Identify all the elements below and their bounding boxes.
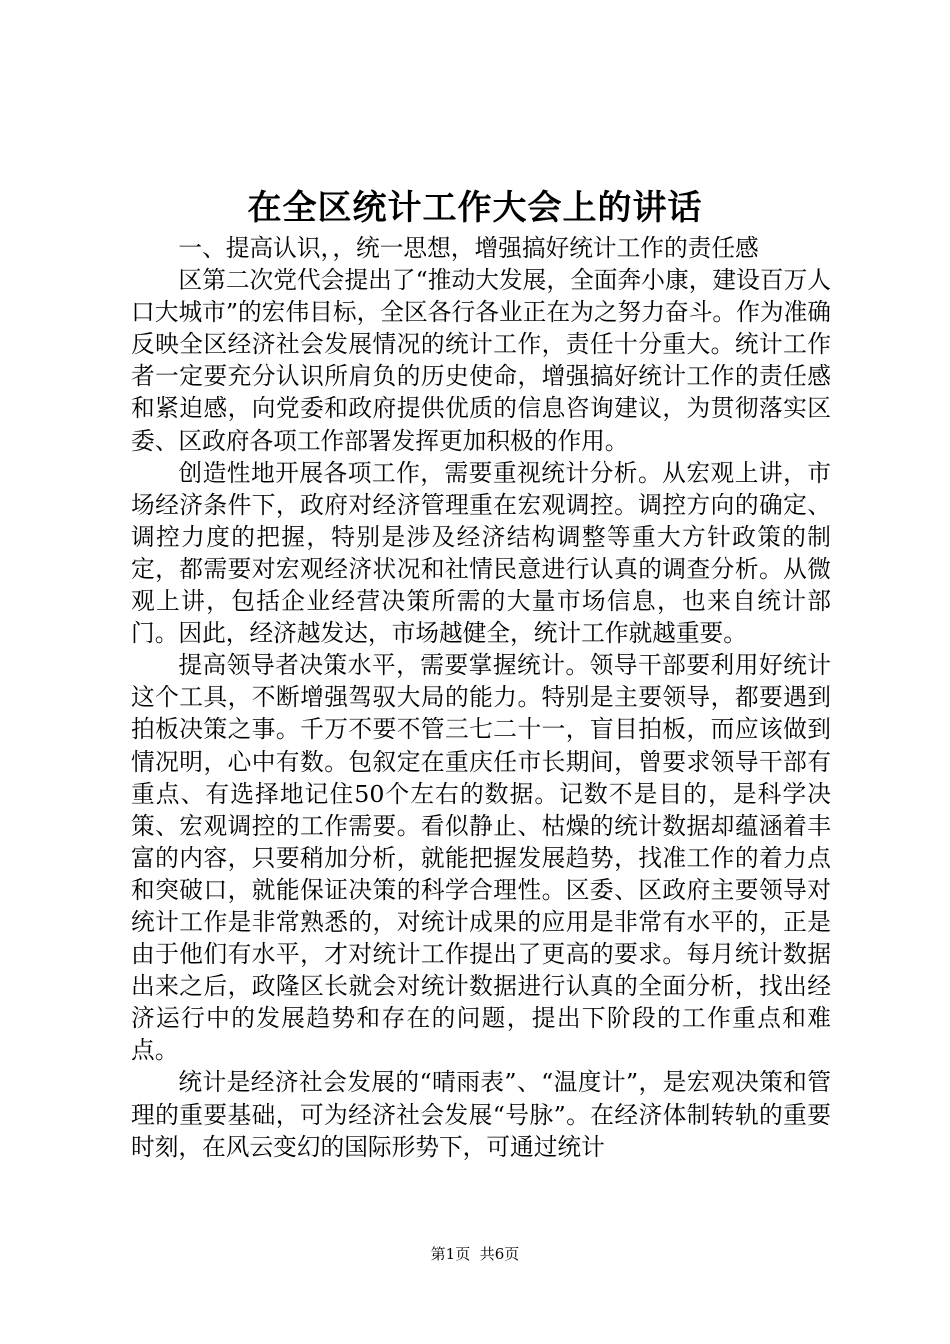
page-footer [0, 1244, 950, 1264]
paragraph: 提高领导者决策水平，需要掌握统计。领导干部要利用好统计这个工具，不断增强驾驭大局的能力。特别是主要领导，都要遇到拍板决策之事。千万不要不管三七二十一，盲目拍板，而应该做到情况明，心中有数。包叙定在重庆任市长期间，曾要求领导干部有重点、有选择地记住50个左右的数据。记数不是目的，是科学决策、宏观调控的工作需要。看似静止、枯燥的统计数据却蕴涵着丰富的内容，只要稍加分析，就能把握发展趋势，找准工作的着力点和突破口，就能保证决策的科学合理性。区委、区政府主要领导对统计工作是非常熟悉的，对统计成果的应用是非常有水平的，正是由于他们有水平，才对统计工作提出了更高的要求。每月统计数据出来之后，政隆区长就会对统计数据进行认真的全面分析，找出经济运行中的发展趋势和存在的问题，提出下阶段的工作重点和难点。 [131, 651, 831, 1065]
paragraph: 区第二次党代会提出了“推动大发展，全面奔小康，建设百万人口大城市”的宏伟目标，全区各行各业正在为之努力奋斗。作为准确反映全区经济社会发展情况的统计工作，责任十分重大。统计工作者一定要充分认识所肩负的历史使命，增强搞好统计工作的责任感和紧迫感，向党委和政府提供优质的信息咨询建议，为贯彻落实区委、区政府各项工作部署发挥更加积极的作用。 [131, 266, 831, 455]
document-title: 在全区统计工作大会上的讲话 [247, 188, 703, 228]
paragraph-section-heading: 一、提高认识，，统一思想，增强搞好统计工作的责任感 [178, 234, 759, 262]
page-number: 第1页 [430, 1245, 471, 1263]
paragraph: 统计是经济社会发展的“晴雨表”、“温度计”，是宏观决策和管理的重要基础，可为经济社会发展“号脉”。在经济体制转轨的重要时刻，在风云变幻的国际形势下，可通过统计 [131, 1068, 831, 1161]
paragraph: 创造性地开展各项工作，需要重视统计分析。从宏观上讲，市场经济条件下，政府对经济管理重在宏观调控。调控方向的确定、调控力度的把握，特别是涉及经济结构调整等重大方针政策的制定，都需要对宏观经济状况和社情民意进行认真的调查分析。从微观上讲，包括企业经营决策所需的大量市场信息，也来自统计部门。因此，经济越发达，市场越健全，统计工作就越重要。 [131, 458, 831, 648]
page-total: 共6页 [479, 1245, 520, 1263]
document-body [131, 232, 831, 1182]
